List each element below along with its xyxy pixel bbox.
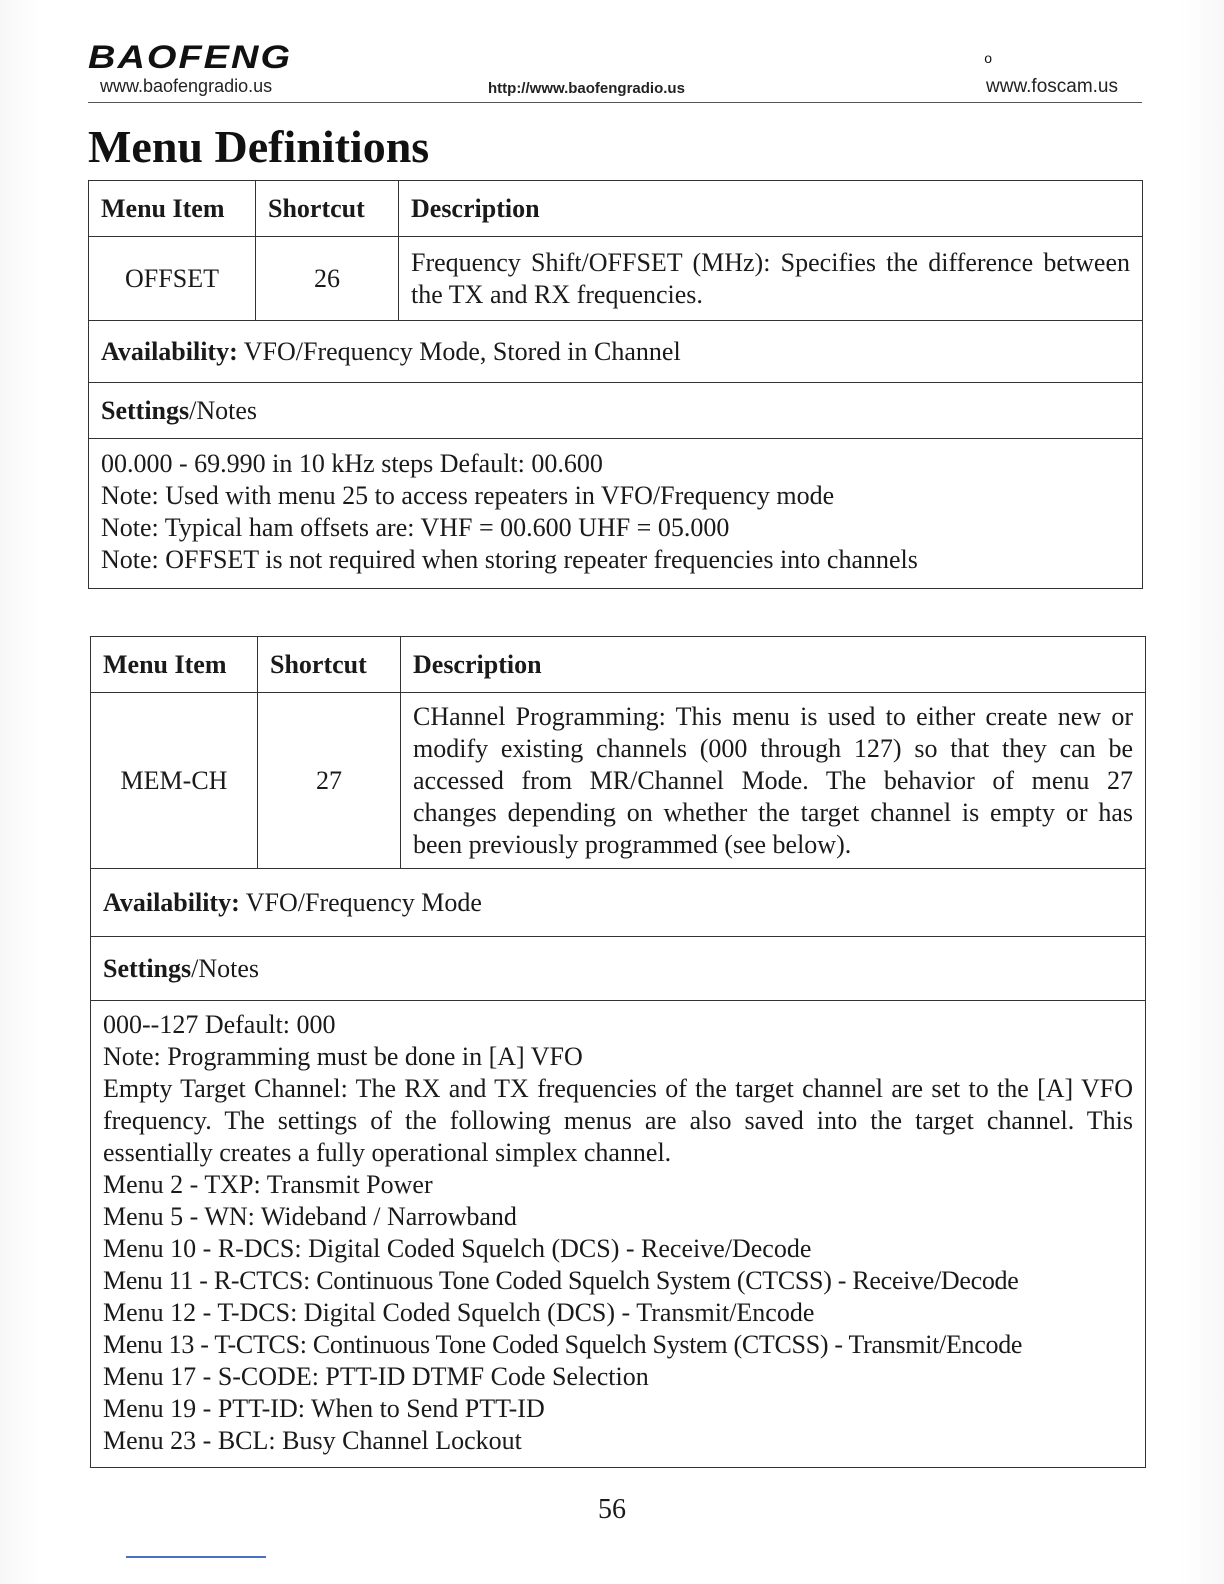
settings-header-row (91, 937, 1146, 1001)
menu-note-line: Menu 23 - BCL: Busy Channel Lockout (103, 1426, 522, 1455)
header-shortcut: Shortcut (258, 637, 401, 693)
menu-table-offset (88, 180, 1143, 589)
settings-header-cell (89, 383, 1143, 439)
header-description: Description (401, 637, 1146, 693)
availability-cell (89, 321, 1143, 383)
availability-row (91, 869, 1146, 937)
menu-note-line: Menu 13 - T-CTCS: Continuous Tone Coded Squelch System (CTCSS) - Transmit/Encode (103, 1330, 1023, 1359)
baofeng-logo: BAOFENG (88, 40, 292, 76)
menu-description: Frequency Shift/OFFSET (MHz): Specifies the difference between the TX and RX frequencies. (399, 237, 1143, 321)
menu-table-mem-ch (90, 636, 1146, 1468)
availability-label: Availability: (101, 336, 238, 366)
menu-note-line: Menu 11 - R-CTCS: Continuous Tone Coded Squelch System (CTCSS) - Receive/Decode (103, 1266, 1019, 1295)
table-header-row (91, 637, 1146, 693)
availability-value: VFO/Frequency Mode, Stored in Channel (243, 336, 681, 366)
menu-note-line: Menu 2 - TXP: Transmit Power (103, 1170, 433, 1199)
availability-cell (91, 869, 1146, 937)
page-title: Menu Definitions (88, 121, 430, 172)
availability-value: VFO/Frequency Mode (245, 887, 482, 917)
header-menu-item: Menu Item (91, 637, 258, 693)
menu-note-line: Menu 12 - T-DCS: Digital Coded Squelch (DCS) - Transmit/Encode (103, 1298, 815, 1327)
settings-header-row (89, 383, 1143, 439)
table-header-row (89, 181, 1143, 237)
settings-label: Settings (103, 953, 192, 983)
note-paragraph: Empty Target Channel: The RX and TX frequencies of the target channel are set to the [A] VFO frequency. The settings of the following menus are also saved into the target channel. This essentially creates a fully operational simplex channel. (103, 1074, 1133, 1167)
page-number: 56 (598, 1494, 626, 1525)
note-line: Note: Used with menu 25 to access repeaters in VFO/Frequency mode (101, 480, 835, 510)
notes-cell (89, 439, 1143, 589)
header-shortcut: Shortcut (256, 181, 399, 237)
availability-row (89, 321, 1143, 383)
header-mark: o (984, 50, 992, 66)
menu-item-name: MEM-CH (91, 693, 258, 869)
settings-label: Settings (101, 395, 190, 425)
menu-shortcut: 27 (258, 693, 401, 869)
menu-note-line: Menu 17 - S-CODE: PTT-ID DTMF Code Selection (103, 1362, 649, 1391)
page-header (88, 40, 1142, 103)
note-line: 000--127 Default: 000 (103, 1010, 336, 1039)
menu-note-line: Menu 10 - R-DCS: Digital Coded Squelch (DCS) - Receive/Decode (103, 1234, 812, 1263)
table-row (91, 693, 1146, 869)
header-center-url: http://www.baofengradio.us (488, 80, 685, 97)
notes-row (89, 439, 1143, 589)
notes-label: /Notes (189, 395, 258, 425)
note-line: Note: OFFSET is not required when storing repeater frequencies into channels (101, 544, 918, 574)
footer-rule (126, 1556, 266, 1558)
notes-row (91, 1001, 1146, 1468)
notes-cell (91, 1001, 1146, 1468)
notes-label: /Notes (191, 953, 260, 983)
menu-note-line: Menu 5 - WN: Wideband / Narrowband (103, 1202, 517, 1231)
header-right-url: www.foscam.us (986, 76, 1118, 97)
note-line: Note: Programming must be done in [A] VFO (103, 1042, 583, 1071)
menu-shortcut: 26 (256, 237, 399, 321)
menu-item-name: OFFSET (89, 237, 256, 321)
header-left-url: www.baofengradio.us (100, 76, 273, 96)
table-row (89, 237, 1143, 321)
header-menu-item: Menu Item (89, 181, 256, 237)
menu-note-line: Menu 19 - PTT-ID: When to Send PTT-ID (103, 1394, 545, 1423)
header-description: Description (399, 181, 1143, 237)
note-line: 00.000 - 69.990 in 10 kHz steps Default: 00.600 (101, 448, 603, 478)
note-line: Note: Typical ham offsets are: VHF = 00.600 UHF = 05.000 (101, 512, 730, 542)
availability-label: Availability: (103, 887, 240, 917)
menu-description: CHannel Programming: This menu is used to either create new or modify existing channels (000 through 127) so that they can be accessed from MR/Channel Mode. The behavior of menu 27 changes depending on whether the target channel is empty or has been previously programmed (see below). (401, 693, 1146, 869)
settings-header-cell (91, 937, 1146, 1001)
